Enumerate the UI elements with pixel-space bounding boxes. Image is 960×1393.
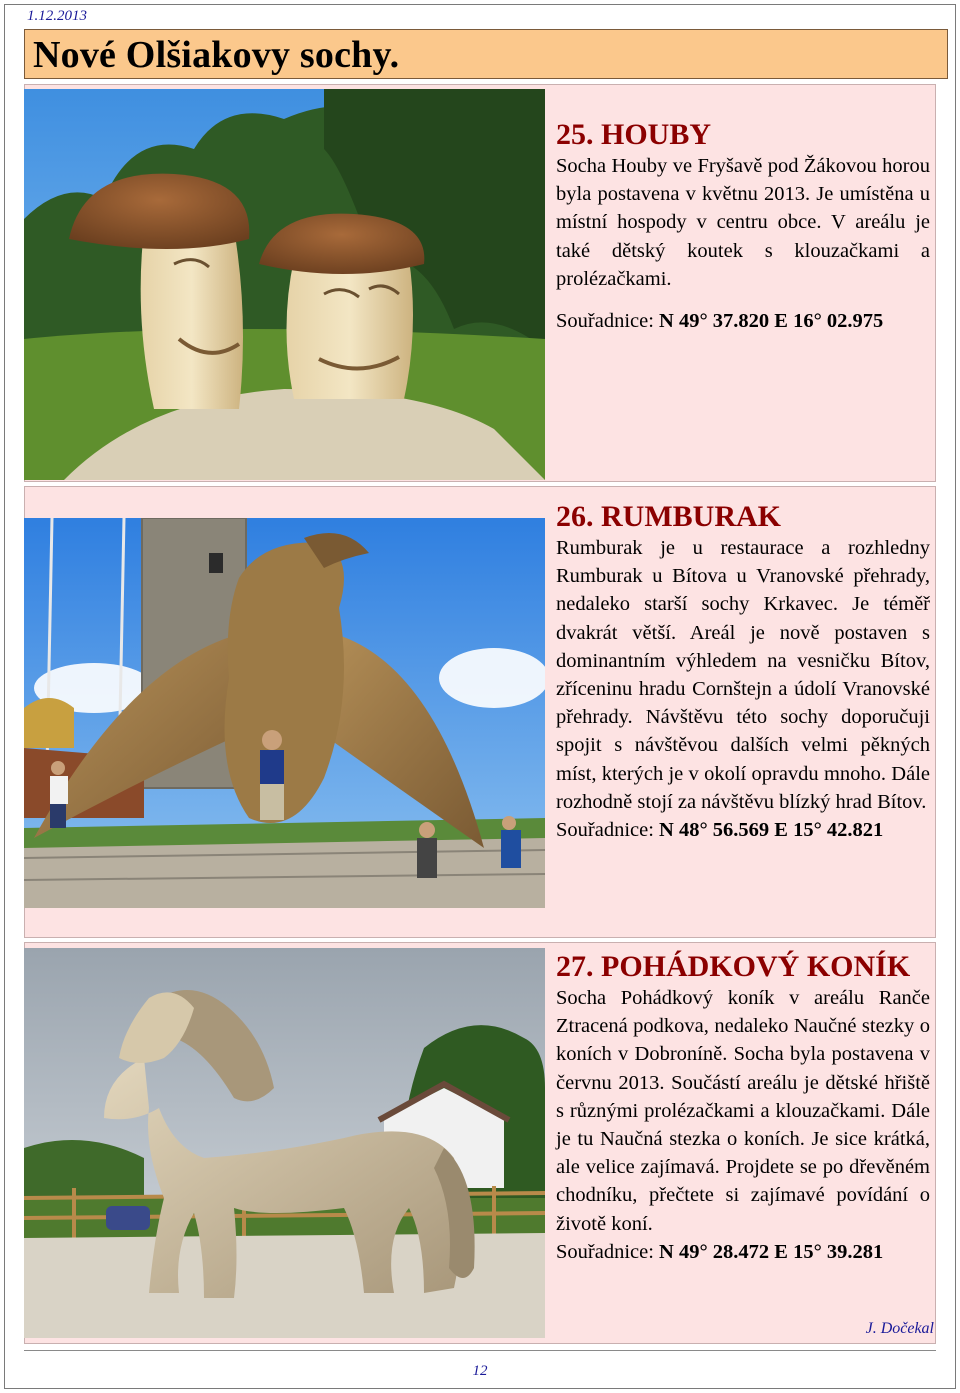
title-banner xyxy=(24,29,948,79)
rumburak-sculpture-photo xyxy=(24,518,545,908)
coord-value: N 49° 28.472 E 15° 39.281 xyxy=(659,1240,884,1263)
author-signature: J. Dočekal xyxy=(865,1320,934,1337)
horse-sculpture-photo xyxy=(24,948,545,1338)
coord-value: N 49° 37.820 E 16° 02.975 xyxy=(659,310,884,333)
coord-label: Souřadnice: xyxy=(556,1240,660,1263)
issue-date: 1.12.2013 xyxy=(27,8,87,24)
mushroom-sculpture-photo xyxy=(24,89,545,480)
article-heading: 25. HOUBY xyxy=(556,118,712,151)
coord-label: Souřadnice: xyxy=(556,310,660,333)
article-houby xyxy=(556,118,930,335)
article-body: Socha Houby ve Fryšavě pod Žákovou horou byla postavena v květnu 2013. Je umístěna u místní hospody v centru obce. V areálu je také dětský koutek s klouzačkami a prolézačkami. xyxy=(556,155,930,290)
article-heading: 26. RUMBURAK xyxy=(556,500,781,533)
coordinates xyxy=(556,1238,930,1266)
article-body: Rumburak je u restaurace a rozhledny Rumburak u Bítova u Vranovské přehrady, nedaleko starší sochy Krkavec. Je téměř dvakrát větší. Areál je nově postaven s dominantním výhledem na vesničku Bítov, zříceninu hradu Cornštejn a údolí Vranovské přehrady. Návštěvu této sochy doporučuji spojit s návštěvou dalších velmi pěkných míst, kterých je v okolí opravdu mnoho. Dále rozhodně stojí za návštěvu blízký hrad Bítov. xyxy=(556,537,930,813)
article-heading: 27. POHÁDKOVÝ KONÍK xyxy=(556,950,911,983)
article-body: Socha Pohádkový koník v areálu Ranče Ztracená podkova, nedaleko Naučné stezky o koních v Dobroníně. Socha byla postavena v červnu 2013. Součástí areálu je dětské hřiště s různými prolézačkami a klouzačkami. Dále je tu Naučná stezka o koních. Je sice krátká, ale velice zajímavá. Projdete se po dřevěném chodníku, přečtete si zajímavé povídání o životě koní. xyxy=(556,987,930,1235)
coordinates xyxy=(556,307,930,335)
page-title: Nové Olšiakovy sochy. xyxy=(33,34,400,76)
coordinates xyxy=(556,816,930,844)
footer-divider xyxy=(24,1350,936,1351)
article-konik xyxy=(556,950,930,1266)
coord-value: N 48° 56.569 E 15° 42.821 xyxy=(659,819,884,842)
page-number: 12 xyxy=(472,1363,488,1379)
article-rumburak xyxy=(556,500,930,844)
coord-label: Souřadnice: xyxy=(556,819,660,842)
